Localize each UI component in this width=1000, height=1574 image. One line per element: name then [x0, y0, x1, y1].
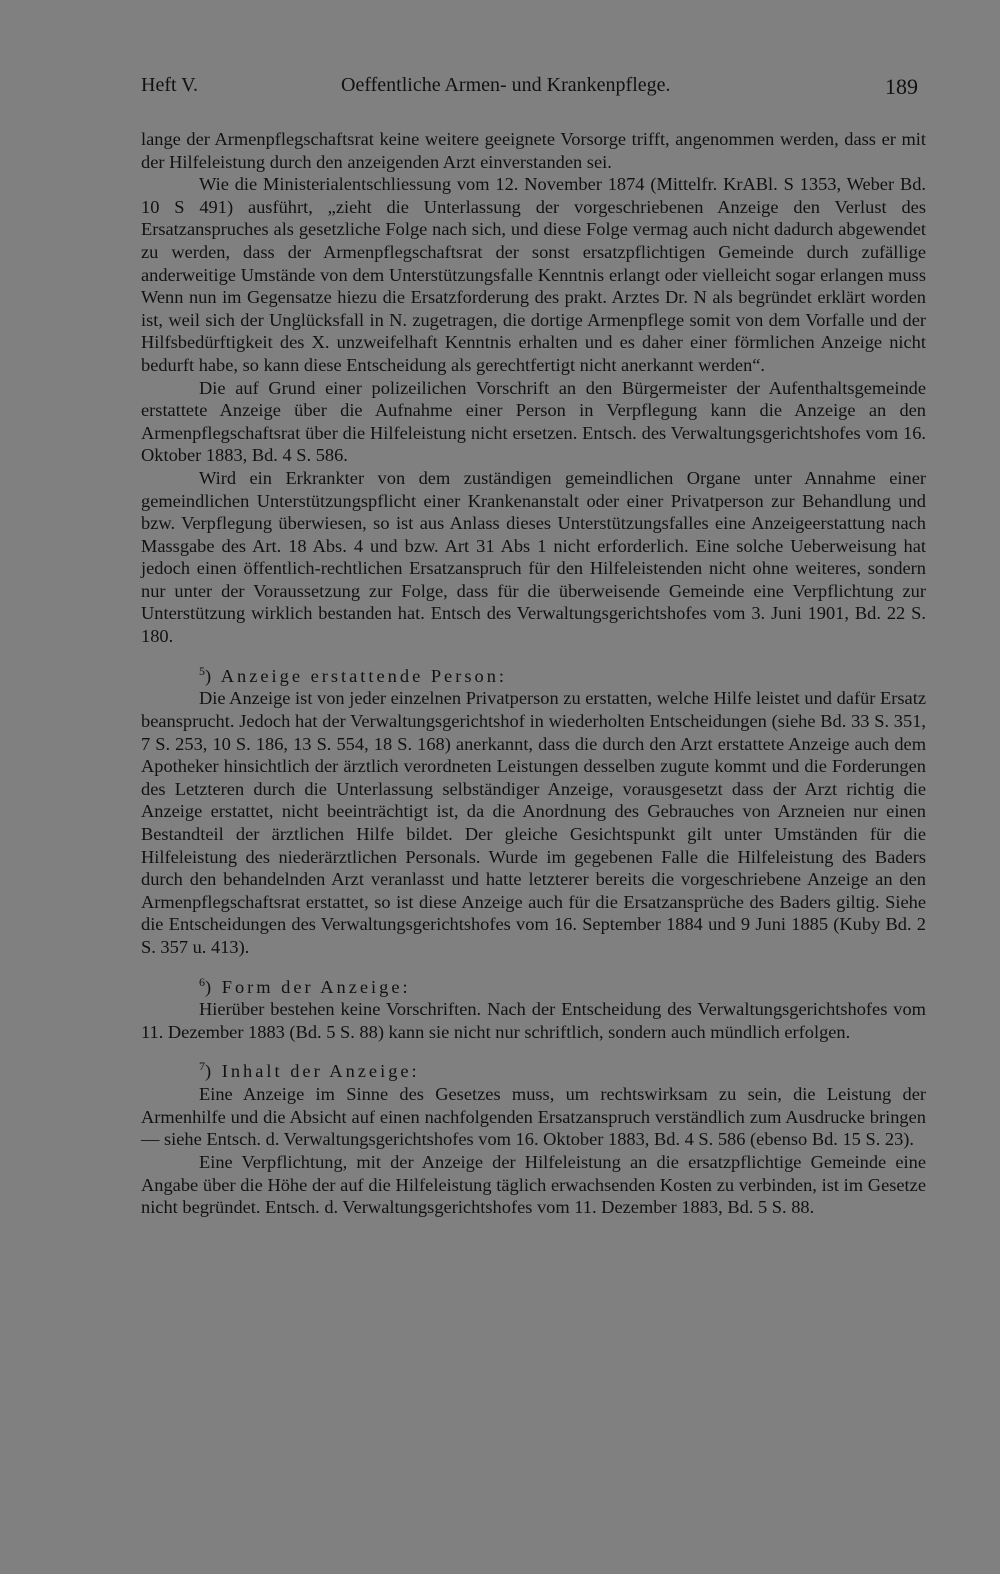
section-heading: $^7$) Inhalt der Anzeige: [199, 1059, 420, 1082]
footnote-marker: 6 [199, 974, 205, 989]
page-number: 189 [885, 74, 918, 99]
section-heading: $^5$) Anzeige erstattende Person: [199, 663, 508, 686]
paragraph: Eine Verpflichtung, mit der Anzeige der Hilfeleistung an die ersatzpflichtige Gemeinde eine Angabe über die Höhe der auf die Hilfeleistung täglich erwachsenden Kosten zu verbinden, ist im Gesetze nicht begründet. Entsch. d. Verwaltungsgerichtshofes vom 11. Dezember 1883, Bd. 5 S. 88. [141, 1151, 926, 1218]
book-page [141, 74, 926, 1219]
paragraph: Wie die Ministerialentschliessung vom 12. November 1874 (Mittelfr. KrABl. S 1353, Weber Bd. 10 S 491) ausführt, „zieht die Unterlassung der vorgeschriebenen Anzeige den Verlust des Ersatzanspruches als gesetzliche Folge nach sich, und diese Folge vermag auch nicht dadurch abgewendet zu werden, dass der Armenpflegschaftsrat der sonst ersatzpflichtigen Gemeinde durch zufällige anderweitige Umstände von dem Unterstützungsfalle Kenntnis erlangt oder vielleicht sogar erlangen muss Wenn nun im Gegensatze hiezu die Ersatzforderung des prakt. Arztes Dr. N als begründet erklärt worden ist, weil sich der Unglücksfall in N. zugetragen, die dortige Armenpflege somit von dem Vorfalle und der Hilfsbedürftigkeit des X. unzweifelhaft Kenntnis erhalten und es daher einer förmlichen Anzeige nicht bedurft habe, so kann diese Entscheidung als gerechtfertigt nicht anerkannt werden“. [141, 174, 926, 375]
issue-label: Heft V. [141, 74, 199, 96]
paragraph: lange der Armenpflegschaftsrat keine weitere geeignete Vorsorge trifft, angenommen werden, dass er mit der Hilfeleistung durch den anzeigenden Arzt einverstanden sei. [141, 129, 926, 172]
section-heading: $^6$) Form der Anzeige: [199, 974, 411, 997]
section-heading-title: Inhalt der Anzeige: [221, 1061, 420, 1082]
running-title: Oeffentliche Armen- und Krankenpflege. [341, 74, 671, 96]
body-text [141, 128, 926, 1219]
paragraph: Eine Anzeige im Sinne des Gesetzes muss, um rechtswirksam zu sein, die Leistung der Armenhilfe und die Absicht auf einen nachfolgenden Ersatzanspruch verständlich zum Ausdrucke bringen — siehe Entsch. d. Verwaltungsgerichtshofes vom 16. Oktober 1883, Bd. 4 S. 586 (ebenso Bd. 15 S. 23). [141, 1084, 926, 1150]
footnote-marker: 7 [199, 1059, 205, 1074]
paragraph: Wird ein Erkrankter von dem zuständigen gemeindlichen Organe unter Annahme einer gemeindlichen Unterstützungspflicht einer Krankenanstalt oder einer Privatperson zur Behandlung und bzw. Verpflegung überwiesen, so ist aus Anlass dieses Unterstützungsfalles eine Anzeigeerstattung nach Massgabe des Art. 18 Abs. 4 und bzw. Art 31 Abs 1 nicht erforderlich. Eine solche Ueberweisung hat jedoch einen öffentlich-rechtlichen Ersatzanspruch für den Hilfeleistenden nicht ohne weiteres, sondern nur unter der Voraussetzung zur Folge, dass für die überweisende Gemeinde eine Verpflichtung zur Unterstützung wirklich bestanden hat. Entsch des Verwaltungsgerichtshofes vom 3. Juni 1901, Bd. 22 S. 180. [141, 467, 926, 647]
running-header [141, 74, 926, 100]
paragraph: Die Anzeige ist von jeder einzelnen Privatperson zu erstatten, welche Hilfe leistet und dafür Ersatz beansprucht. Jedoch hat der Verwaltungsgerichtshof in wiederholten Entscheidungen (siehe Bd. 33 S. 351, 7 S. 253, 10 S. 186, 13 S. 554, 18 S. 168) anerkannt, dass die durch den Arzt erstattete Anzeige auch dem Apotheker hinsichtlich der ärztlich verordneten Leistungen desselben zugute kommt und die Forderungen des Letzteren durch die Unterlassung selbständiger Anzeige, vorausgesetzt dass der Arzt richtig die Anzeige erstattet, nicht beeinträchtigt ist, da die Anordnung des Gebrauches von Arzneien nur einen Bestandteil der ärztlichen Hilfe bildet. Der gleiche Gesichtspunkt gilt unter Umständen für die Hilfeleistung des niederärztlichen Personals. Wurde im gegebenen Falle die Hilfeleistung des Baders durch den behandelnden Arzt veranlasst und hatte letzterer bereits die vorgeschriebene Anzeige an den Armenpflegschaftsrat erstattet, so ist diese Anzeige auch für die Ersatzansprüche des Baders giltig. Siehe die Entscheidungen des Verwaltungsgerichtshofes vom 16. September 1884 und 9 Juni 1885 (Kuby Bd. 2 S. 357 u. 413). [141, 688, 926, 957]
footnote-marker: 5 [199, 663, 205, 678]
paragraph: Die auf Grund einer polizeilichen Vorschrift an den Bürgermeister der Aufenthaltsgemeinde erstattete Anzeige über die Aufnahme einer Person in Verpflegung kann die Anzeige an den Armenpflegschaftsrat über die Hilfeleistung nicht ersetzen. Entsch. des Verwaltungsgerichtshofes vom 16. Oktober 1883, Bd. 4 S. 586. [141, 377, 926, 466]
paragraph: Hierüber bestehen keine Vorschriften. Nach der Entscheidung des Verwaltungsgerichtshofes vom 11. Dezember 1883 (Bd. 5 S. 88) kann sie nicht nur schriftlich, sondern auch mündlich erfolgen. [141, 999, 926, 1042]
section-heading-title: Form der Anzeige: [221, 976, 411, 997]
section-heading-title: Anzeige erstattende Person: [220, 665, 508, 686]
